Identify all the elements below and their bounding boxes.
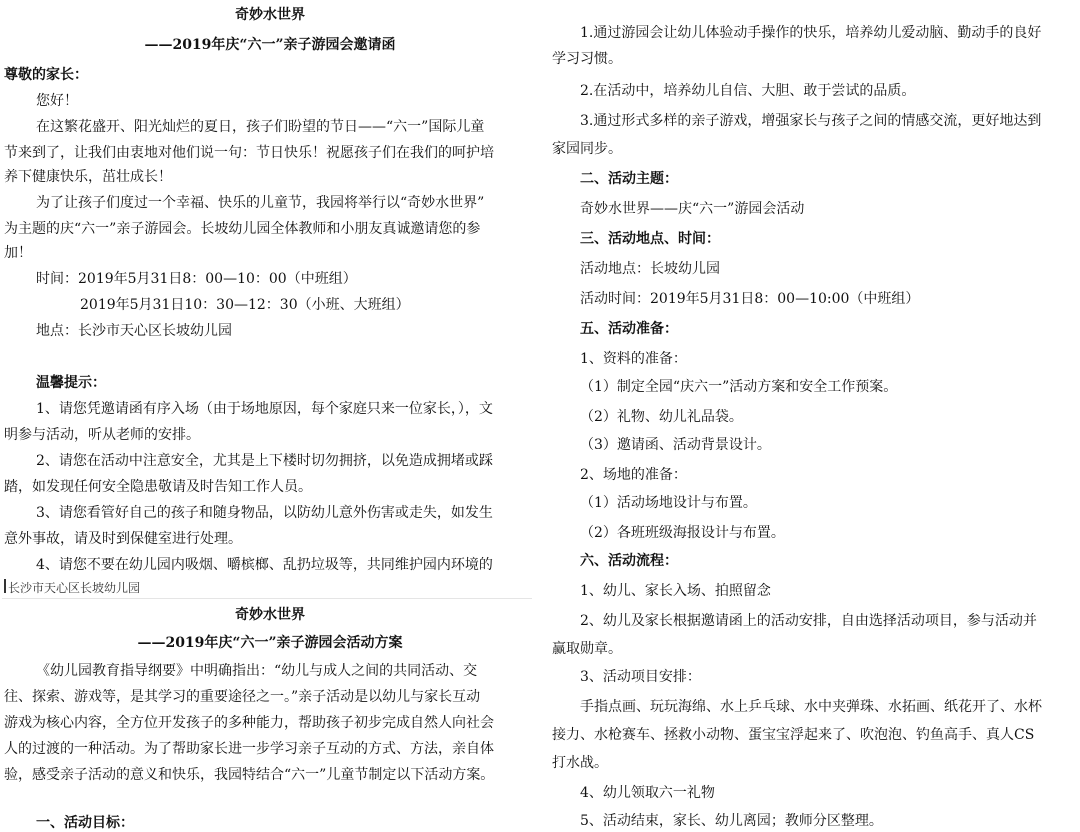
tip-line: 踏，如发现任何安全隐患敬请及时告知工作人员。: [4, 479, 312, 495]
flow-line: 4、幼儿领取六一礼物: [580, 785, 715, 801]
prep-heading: 五、活动准备：: [580, 321, 678, 337]
prep-line: （1）活动场地设计与布置。: [580, 495, 757, 511]
paragraph-line: 为主题的庆“六一”亲子游园会。长坡幼儿园全体教师和小朋友真诚邀请您的参: [4, 221, 481, 237]
paragraph-line: 为了让孩子们度过一个幸福、快乐的儿童节，我园将举行以“奇妙水世界”: [36, 195, 485, 211]
activity-place: 活动地点：长坡幼儿园: [580, 261, 720, 277]
goal-line: 2.在活动中，培养幼儿自信、大胆、敢于尝试的品质。: [580, 83, 916, 99]
flow-line: 打水战。: [552, 755, 608, 771]
invite-subtitle: ——2019年庆“六一”亲子游园会邀请函: [144, 37, 396, 53]
prep-line: （1）制定全园“庆六一”活动方案和安全工作预案。: [580, 379, 898, 395]
plan-title: 奇妙水世界: [235, 607, 305, 623]
flow-line: 1、幼儿、家长入场、拍照留念: [580, 583, 771, 599]
hello-text: 您好！: [36, 93, 78, 109]
paragraph-line: 节来到了，让我们由衷地对他们说一句：节日快乐！祝愿孩子们在我们的呵护培: [4, 145, 494, 161]
paragraph-line: 养下健康快乐，茁壮成长！: [4, 169, 172, 185]
tip-line: 2、请您在活动中注意安全，尤其是上下楼时切勿拥挤，以免造成拥堵或踩: [36, 453, 493, 469]
event-place: 地点：长沙市天心区长坡幼儿园: [36, 323, 232, 339]
plan-paragraph-line: 游戏为核心内容，全方位开发孩子的多种能力，帮助孩子初步完成自然人向社会: [4, 715, 494, 731]
flow-line: 5、活动结束，家长、幼儿离园；教师分区整理。: [580, 813, 883, 829]
tips-heading: 温馨提示：: [36, 375, 106, 391]
goal-line: 1.通过游园会让幼儿体验动手操作的快乐，培养幼儿爱动脑、勤动手的良好: [580, 25, 1042, 41]
tip-line: 3、请您看管好自己的孩子和随身物品，以防幼儿意外伤害或走失，如发生: [36, 505, 493, 521]
goal-line: 学习习惯。: [552, 51, 622, 67]
greeting: 尊敬的家长：: [4, 67, 88, 83]
prep-line: （2）礼物、幼儿礼品袋。: [580, 409, 743, 425]
tip-line: 明参与活动，听从老师的安排。: [4, 427, 200, 443]
tip-line: 意外事故，请及时到保健室进行处理。: [4, 531, 242, 547]
flow-line: 手指点画、玩玩海绵、水上乒乓球、水中夹弹珠、水拓画、纸花开了、水杯: [580, 699, 1042, 715]
tip-line: 4、请您不要在幼儿园内吸烟、嚼槟榔、乱扔垃圾等，共同维护园内环境的: [36, 557, 493, 573]
plan-paragraph-line: 往、探索、游戏等，是其学习的重要途径之一。”亲子活动是以幼儿与家长互动: [4, 689, 481, 705]
plan-paragraph-line: 验，感受亲子活动的意义和快乐，我园特结合“六一”儿童节制定以下活动方案。: [4, 767, 495, 783]
flow-line: 3、活动项目安排：: [580, 669, 701, 685]
place-time-heading: 三、活动地点、时间：: [580, 231, 720, 247]
goal-heading: 一、活动目标：: [36, 815, 134, 831]
flow-line: 2、幼儿及家长根据邀请函上的活动安排，自由选择活动项目，参与活动并: [580, 613, 1037, 629]
flow-heading: 六、活动流程：: [580, 553, 678, 569]
goal-line: 家园同步。: [552, 141, 622, 157]
prep-line: （3）邀请函、活动背景设计。: [580, 437, 771, 453]
tip-line: 1、请您凭邀请函有序入场（由于场地原因，每个家庭只来一位家长，），文: [36, 401, 493, 417]
theme-heading: 二、活动主题：: [580, 171, 678, 187]
plan-subtitle: ——2019年庆“六一”亲子游园会活动方案: [137, 635, 403, 651]
plan-paragraph-line: 《幼儿园教育指导纲要》中明确指出：“幼儿与成人之间的共同活动、交: [36, 663, 478, 679]
text-cursor-mark: [4, 579, 6, 593]
goal-line: 3.通过形式多样的亲子游戏，增强家长与孩子之间的情感交流，更好地达到: [580, 113, 1042, 129]
plan-paragraph-line: 人的过渡的一种活动。为了帮助家长进一步学习亲子互动的方式、方法，亲自体: [4, 741, 494, 757]
prep-line: 1、资料的准备：: [580, 351, 687, 367]
prep-line: （2）各班班级海报设计与布置。: [580, 525, 785, 541]
flow-line: 赢取勋章。: [552, 641, 622, 657]
flow-line: 接力、水枪赛车、拯救小动物、蛋宝宝浮起来了、吹泡泡、钓鱼高手、真人CS: [552, 727, 1035, 743]
event-time-1: 时间：2019年5月31日8：00—10：00（中班组）: [36, 271, 357, 287]
prep-line: 2、场地的准备：: [580, 467, 687, 483]
theme-text: 奇妙水世界——庆“六一”游园会活动: [580, 201, 805, 217]
invite-title: 奇妙水世界: [235, 7, 305, 23]
activity-time: 活动时间：2019年5月31日8：00—10:00（中班组）: [580, 291, 920, 307]
section-divider: [2, 598, 532, 599]
paragraph-line: 加！: [4, 245, 32, 261]
event-time-2: 2019年5月31日10：30—12：30（小班、大班组）: [80, 297, 410, 313]
paragraph-line: 在这繁花盛开、阳光灿烂的夏日，孩子们盼望的节日——“六一”国际儿童: [36, 119, 485, 135]
watermark-text: 长沙市天心区长坡幼儿园: [8, 581, 141, 595]
